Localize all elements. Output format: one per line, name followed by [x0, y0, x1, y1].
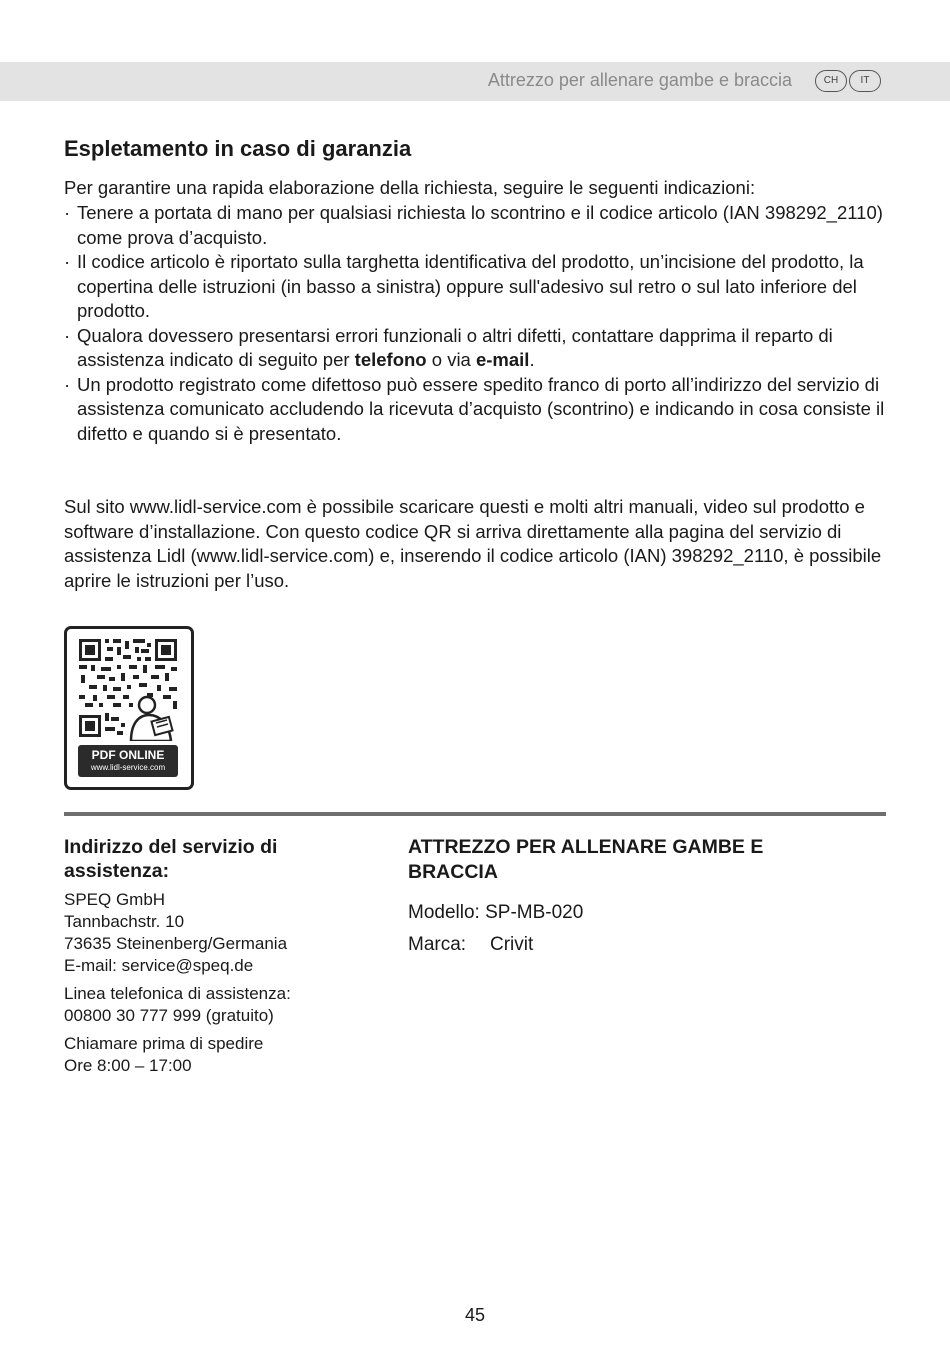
service-email: E-mail: service@speq.de [64, 956, 254, 975]
bullet-3-text-mid: o via [426, 349, 476, 370]
service-street: Tannbachstr. 10 [64, 912, 185, 931]
warranty-intro: Per garantire una rapida elaborazione della richiesta, seguire le seguenti indicazioni: [64, 177, 756, 198]
pdf-online-title: PDF ONLINE [91, 748, 165, 762]
service-address-title: Indirizzo del servizio di assistenza: [64, 836, 278, 882]
bullet-3-text-end: . [529, 349, 535, 370]
service-company: SPEQ GmbH [64, 890, 166, 909]
product-model-row [408, 897, 583, 929]
warranty-bullet-1: · Tenere a portata di mano per qualsiasi richiesta lo scontrino e il codice articolo (IAN 398292_2110) come prova d’acquisto. [64, 201, 894, 250]
product-brand-row [408, 929, 583, 961]
model-value: SP-MB-020 [485, 902, 584, 923]
page-number: 45 [464, 1305, 486, 1325]
section-title: Espletamento in caso di garanzia [64, 136, 412, 161]
language-badge-it: IT [849, 70, 881, 92]
brand-label: Marca: [408, 934, 467, 955]
lidl-service-paragraph: Sul sito www.lidl-service.com è possibile scaricare questi e molti altri manuali, video sul prodotto e software d’installazione. Con questo codice QR si arriva direttamente alla pagina del servizio di assistenza Lidl (www.lidl-service.com) e, inserendo il codice articolo (IAN) 398292_2110, è possibile aprire le istruzioni per l’uso. [64, 496, 882, 591]
pdf-online-url: www.lidl-service.com [90, 763, 166, 772]
country-badge-ch: CH [815, 70, 847, 92]
service-hours: Ore 8:00 – 17:00 [64, 1056, 192, 1075]
qr-code-box[interactable] [64, 626, 194, 790]
warranty-bullet-2: · Il codice articolo è riportato sulla targhetta identificativa del prodotto, un’incisione del prodotto, la copertina delle istruzioni (in basso a sinistra) oppure sull'adesivo sul retro o sul lato inferiore del prodotto. [64, 250, 894, 324]
product-info [408, 897, 583, 961]
telefono-emphasis: telefono [354, 349, 427, 370]
header-band [0, 62, 950, 101]
warranty-bullet-3 [64, 324, 894, 373]
bullet-3-text: Qualora dovessero presentarsi errori funzionali o altri difetti, contattare dapprima il reparto di assistenza indicato di seguito per [77, 324, 833, 370]
email-emphasis: e-mail [475, 349, 530, 370]
language-badges [815, 70, 883, 92]
qr-code-icon [77, 637, 181, 741]
warranty-bullet-4: · Un prodotto registrato come difettoso può essere spedito franco di porto all’indirizzo del servizio di assistenza comunicato accludendo la ricevuta d’acquisto (scontrino) e indicando in cosa consiste il difetto e quando si è presentato. [64, 373, 894, 447]
brand-value: Crivit [490, 934, 534, 955]
hotline-number: 00800 30 777 999 (gratuito) [64, 1006, 274, 1025]
section-divider [64, 812, 886, 816]
model-label: Modello: [408, 902, 480, 923]
service-city: 73635 Steinenberg/Germania [64, 934, 288, 953]
hotline-label: Linea telefonica di assistenza: [64, 984, 291, 1003]
warranty-bullet-list [64, 201, 894, 446]
product-title: ATTREZZO PER ALLENARE GAMBE E BRACCIA [408, 836, 764, 883]
call-note: Chiamare prima di spedire [64, 1034, 264, 1053]
service-address-block [64, 889, 364, 1077]
pdf-online-badge [78, 745, 178, 777]
header-title: Attrezzo per allenare gambe e braccia [487, 70, 792, 90]
